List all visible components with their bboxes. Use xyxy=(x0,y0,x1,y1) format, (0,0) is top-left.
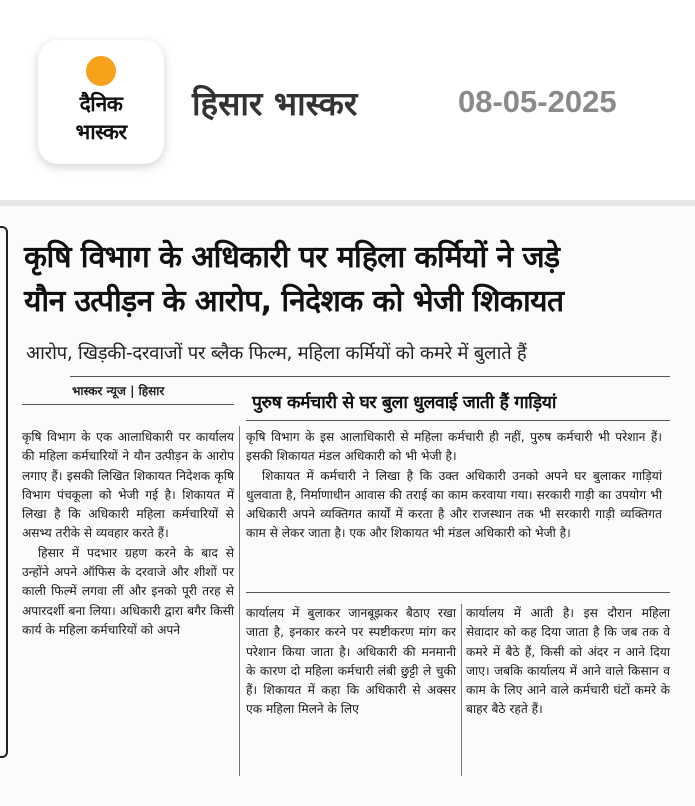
column-divider xyxy=(239,426,240,776)
column-1-paragraph-1: कृषि विभाग के एक आलाधिकारी पर कार्यालय की महिला कर्मचारियों ने यौन उत्पीड़न के आरोप लगाए हैं। इसकी लिखित शिकायत निदेशक कृषि विभाग पंचकूला को भेजी गई है। शिकायत में लिखा है कि अधिकारी महिला कर्मचारियों से असभ्य तरीके से व्यवहार करते हैं। xyxy=(22,430,234,541)
sun-icon xyxy=(86,56,116,86)
box-bottom-rule xyxy=(246,592,670,593)
column-1 xyxy=(22,428,234,640)
column-2-paragraph-2: शिकायत में कर्मचारी ने लिखा है कि उक्त अधिकारी उनको अपने घर बुलाकर गाड़ियां धुलवाता है, निर्माणाधीन आवास की तराई का काम करवाया गया। सरकारी गाड़ी का उपयोग भी अधिकारी अपने व्यक्तिगत कार्यों में करता है और राजस्थान तक भी सरकारी गाड़ी व्यक्तिगत काम से लेकर जाता है। एक और शिकायत भी मंडल अधिकारी को भेजी है। xyxy=(246,468,662,541)
edition-date: 08-05-2025 xyxy=(458,84,617,119)
adjacent-box-border xyxy=(0,226,8,758)
app-header xyxy=(0,0,695,200)
column-divider xyxy=(461,604,462,776)
column-4 xyxy=(466,604,670,720)
column-2 xyxy=(246,428,662,544)
column-1-paragraph-2: हिसार में पदभार ग्रहण करने के बाद से उन्होंने अपने ऑफिस के दरवाजे और शीशों पर काली फिल्में लगवा लीं और इनको पूरी तरह से अपारदर्शी बना लिया। अधिकारी द्वारा बगैर किसी कार्य के महिला कर्मचारियों को अपने xyxy=(22,545,234,637)
headline-line-1: कृषि विभाग के अधिकारी पर महिला कर्मियों ने जड़े xyxy=(24,240,560,275)
column-3 xyxy=(246,604,456,720)
subhead-rule xyxy=(246,420,670,421)
headline-line-2: यौन उत्पीड़न के आरोप, निदेशक को भेजी शिकायत xyxy=(24,284,564,319)
divider-rule xyxy=(70,376,670,377)
byline: भास्कर न्यूज | हिसार xyxy=(72,384,165,398)
column-4-text: कार्यालय में आती है। इस दौरान महिला सेवादार को कह दिया जाता है कि जब तक वे कमरे में बैठे हैं, किसी को अंदर न आने दिया जाए। जबकि कार्यालय में आने वाले किसान व काम के लिए आने वाले कर्मचारी घंटों कमरे के बाहर बैठे रहते हैं। xyxy=(466,606,670,717)
edition-title: हिसार भास्कर xyxy=(192,84,358,123)
logo-word-bhaskar: भास्कर xyxy=(75,120,127,144)
previous-article-strip xyxy=(0,200,695,206)
byline-rule xyxy=(22,404,234,405)
column-2-paragraph-1: कृषि विभाग के इस आलाधिकारी से महिला कर्मचारी ही नहीं, पुरुष कर्मचारी भी परेशान हैं। इसकी शिकायत मंडल अधिकारी को भी भेजी है। xyxy=(246,430,662,464)
column-3-text: कार्यालय में बुलाकर जानबूझकर बैठाए रखा जाता है, इनकार करने पर स्पष्टीकरण मांग कर परेशान किया जाता है। अधिकारी की मनमानी के कारण दो महिला कर्मचारी लंबी छुट्टी ले चुकी हैं। शिकायत में कहा कि अधिकारी से अक्सर एक महिला मिलने के लिए xyxy=(246,606,456,717)
logo-word-dainik: दैनिक xyxy=(79,92,123,116)
deck-subtitle: आरोप, खिड़की-दरवाजों पर ब्लैक फिल्म, महिला कर्मियों को कमरे में बुलाते हैं xyxy=(26,343,527,364)
dainik-bhaskar-logo[interactable] xyxy=(38,40,164,164)
sub-headline: पुरुष कर्मचारी से घर बुला धुलवाई जाती हैं गाड़ियां xyxy=(252,393,556,413)
